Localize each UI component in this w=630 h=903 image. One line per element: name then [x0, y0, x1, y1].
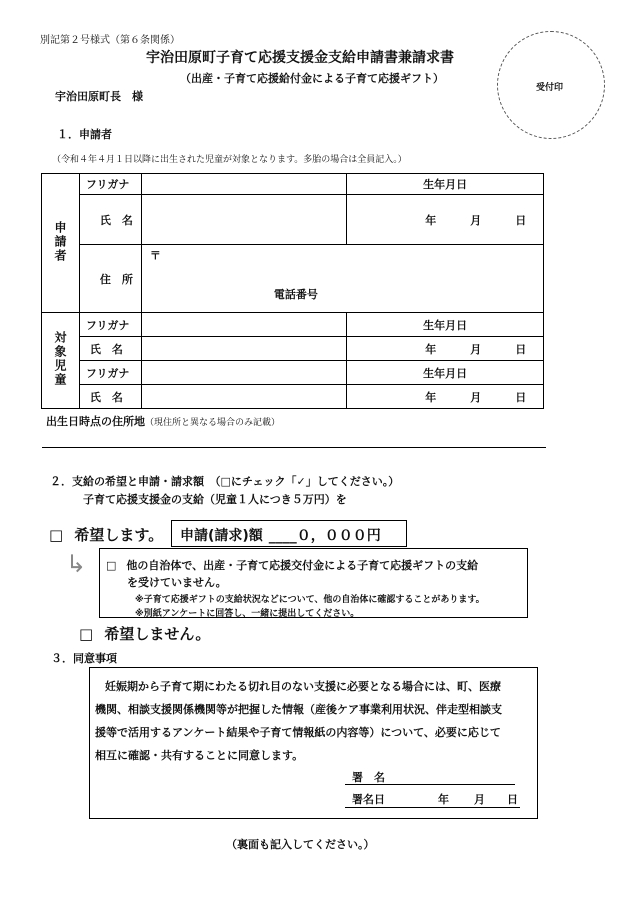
- month-label: 月: [470, 342, 482, 356]
- day-label: 日: [515, 390, 527, 404]
- amount-blank[interactable]: ____: [268, 528, 297, 544]
- child1-name-field[interactable]: [141, 337, 346, 361]
- form-subtitle: （出産・子育て応援給付金による子育て応援ギフト）: [180, 72, 444, 85]
- form-title: 宇治田原町子育て応援支援金支給申請書兼請求書: [146, 50, 454, 66]
- child2-furigana-field[interactable]: [141, 361, 346, 385]
- child1-birthdate-label: 生年月日: [347, 313, 544, 337]
- consent-line-3: 援等で活用するアンケート結果や子育て情報紙の内容等）について、必要に応じて: [95, 726, 501, 739]
- applicant-furigana-field[interactable]: [141, 174, 346, 195]
- applicant-furigana-label: フリガナ: [79, 174, 141, 195]
- wish-label: 希望します。: [74, 526, 164, 544]
- section2-sub: 子育て応援支援金の支給（児童１人につき５万円）を: [83, 493, 347, 506]
- amount-text: [180, 525, 381, 545]
- day-label: 日: [515, 342, 527, 356]
- month-label: 月: [470, 213, 482, 227]
- phone-label: 電話番号: [273, 288, 318, 301]
- other-line1: [106, 557, 478, 573]
- other-checkbox[interactable]: □: [106, 559, 117, 572]
- signature-label: 署 名: [352, 771, 385, 784]
- birth-address-label-text: 出生日時点の住所地: [46, 415, 145, 428]
- sign-year-label: 年: [438, 793, 449, 806]
- applicant-birthdate-field[interactable]: [347, 195, 544, 245]
- child1-furigana-label: フリガナ: [79, 313, 141, 337]
- reception-stamp-label: 受付印: [536, 83, 564, 93]
- section1-note: （令和４年４月１日以降に出生された児童が対象となります。多胎の場合は全員記入。）: [52, 155, 407, 165]
- child1-birthdate-field[interactable]: [347, 337, 544, 361]
- sign-day-label: 日: [507, 793, 518, 806]
- applicant-name-label: 氏 名: [79, 195, 141, 245]
- addressee: 宇治田原町長 様: [55, 90, 143, 103]
- arrow-icon: ↳: [66, 550, 87, 578]
- day-label: 日: [515, 213, 527, 227]
- signature-field-line[interactable]: [345, 784, 515, 785]
- birth-address-label: [46, 413, 280, 429]
- amount-label: 申請(請求)額: [180, 528, 263, 544]
- consent-line-4: 相互に確認・共有することに同意します。: [95, 749, 304, 762]
- applicant-name-field[interactable]: [141, 195, 346, 245]
- wish-option[interactable]: [49, 524, 163, 545]
- child2-name-field[interactable]: [141, 385, 346, 409]
- applicant-table: [41, 173, 544, 409]
- child2-name-label: 氏 名: [79, 385, 141, 409]
- amount-value: ０，０００円: [296, 528, 381, 544]
- amount-box: [171, 520, 407, 547]
- year-label: 年: [425, 390, 437, 404]
- form-number: 別記第２号様式（第６条関係）: [40, 35, 180, 46]
- other-line1-text: 他の自治体で、出産・子育て応援交付金による子育て応援ギフトの支給: [126, 559, 479, 572]
- sign-date-field-line[interactable]: [345, 807, 520, 808]
- child1-furigana-field[interactable]: [141, 313, 346, 337]
- year-label: 年: [425, 213, 437, 227]
- child-group-label: 対象児童: [52, 331, 67, 387]
- birth-address-note: （現住所と異なる場合のみ記載）: [145, 418, 281, 428]
- other-line2: を受けていません。: [127, 576, 227, 589]
- applicant-group-label: 申請者: [52, 220, 67, 263]
- applicant-group-cell: [42, 174, 80, 313]
- other-note2: ※別紙アンケートに回答し、一緒に提出してください。: [135, 609, 360, 619]
- nowish-checkbox[interactable]: □: [79, 625, 94, 643]
- nowish-option[interactable]: [79, 623, 210, 644]
- section2-heading: ２．支給の希望と申請・請求額 （□にチェック「✓」してください。）: [50, 475, 400, 488]
- footer-note: （裏面も記入してください。）: [226, 838, 375, 851]
- child2-birthdate-field[interactable]: [347, 385, 544, 409]
- section3-heading: ３．同意事項: [51, 652, 117, 665]
- other-municipality-box: [99, 548, 528, 618]
- nowish-label: 希望しません。: [104, 625, 211, 643]
- child-group-cell: [42, 313, 80, 409]
- postal-mark: 〒: [149, 249, 161, 262]
- child2-birthdate-label: 生年月日: [347, 361, 544, 385]
- applicant-birthdate-label: 生年月日: [347, 174, 544, 195]
- section1-heading: １．申請者: [57, 128, 112, 141]
- consent-line-1: 妊娠期から子育て期にわたる切れ目のない支援に必要となる場合には、町、医療: [105, 680, 501, 693]
- birth-address-field-line[interactable]: [42, 447, 546, 448]
- sign-month-label: 月: [474, 793, 485, 806]
- year-label: 年: [425, 342, 437, 356]
- consent-line-2: 機関、相談支援関係機関等が把握した情報（産後ケア事業利用状況、伴走型相談支: [95, 703, 502, 716]
- sign-date-label: 署名日: [352, 793, 385, 806]
- applicant-address-label: 住 所: [79, 245, 141, 313]
- applicant-address-field[interactable]: [141, 245, 543, 313]
- child2-furigana-label: フリガナ: [79, 361, 141, 385]
- wish-checkbox[interactable]: □: [49, 526, 64, 544]
- other-note1: ※子育て応援ギフトの支給状況などについて、他の自治体に確認することがあります。: [135, 595, 485, 605]
- month-label: 月: [470, 390, 482, 404]
- consent-box: [89, 667, 538, 819]
- child1-name-label: 氏 名: [79, 337, 141, 361]
